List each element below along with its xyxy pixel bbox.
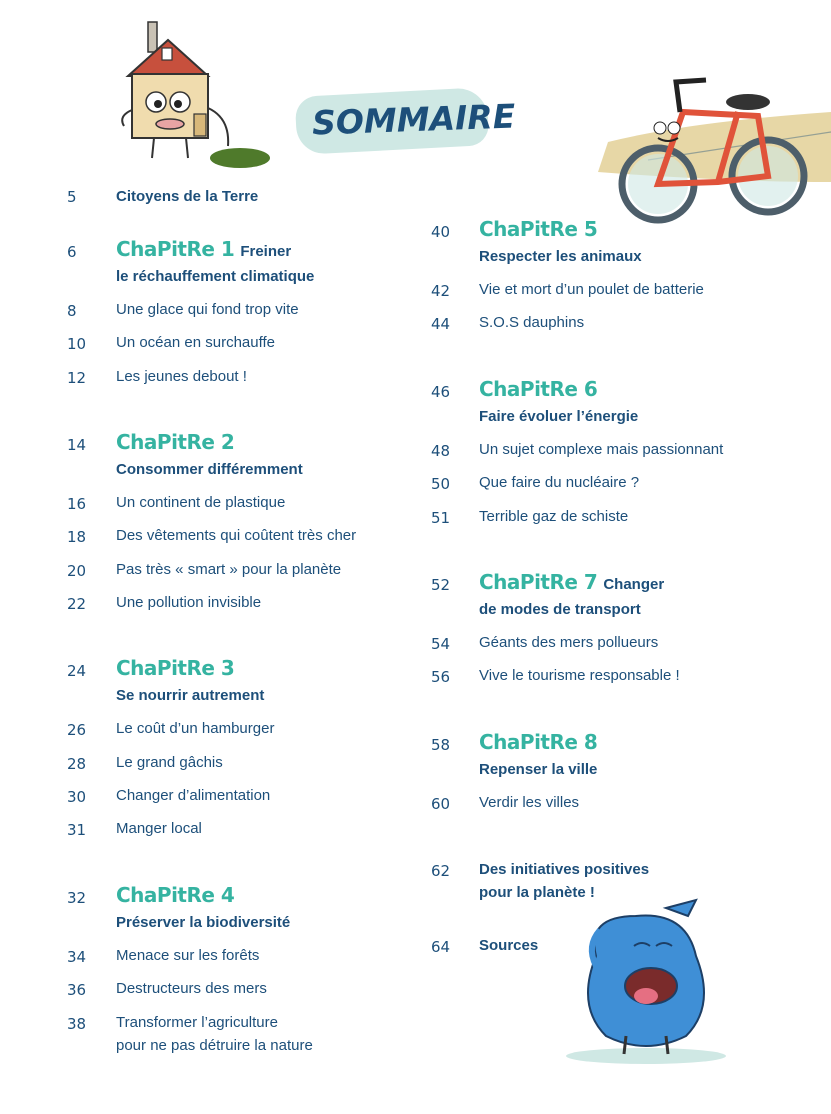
toc-entry: Citoyens de la Terre bbox=[116, 188, 259, 205]
page-number: 31 bbox=[67, 821, 87, 839]
page-number: 30 bbox=[67, 788, 87, 806]
toc-entry: Une glace qui fond trop vite bbox=[116, 301, 299, 318]
chapter-heading bbox=[116, 882, 240, 911]
chapter-heading bbox=[479, 216, 603, 245]
toc-entry: Verdir les villes bbox=[479, 794, 580, 811]
toc-entry: Le grand gâchis bbox=[116, 754, 223, 771]
chapter-label: ChaPitRe 2 bbox=[116, 430, 235, 454]
page-number: 20 bbox=[67, 562, 87, 580]
chapter-label: ChaPitRe 3 bbox=[116, 656, 235, 680]
chapter-subtitle: Faire évoluer l’énergie bbox=[479, 408, 639, 425]
page-number: 32 bbox=[67, 889, 87, 907]
page-number: 58 bbox=[431, 736, 451, 754]
page-number: 46 bbox=[431, 383, 451, 401]
toc-entry: Les jeunes debout ! bbox=[116, 368, 247, 385]
toc-entry: Des initiatives positives bbox=[479, 861, 650, 878]
page-number: 60 bbox=[431, 795, 451, 813]
chapter-label: ChaPitRe 4 bbox=[116, 883, 235, 907]
page-number: 24 bbox=[67, 662, 87, 680]
chapter-label: ChaPitRe 7 bbox=[479, 570, 598, 594]
page-number: 34 bbox=[67, 948, 87, 966]
chapter-heading bbox=[116, 429, 240, 458]
chapter-title: Freiner bbox=[240, 243, 292, 260]
chapter-subtitle: Préserver la biodiversité bbox=[116, 914, 291, 931]
toc-entry: Que faire du nucléaire ? bbox=[479, 474, 640, 491]
chapter-heading bbox=[116, 236, 291, 265]
page-number: 38 bbox=[67, 1015, 87, 1033]
page-number: 48 bbox=[431, 442, 451, 460]
page-number: 12 bbox=[67, 369, 87, 387]
chapter-subtitle: Repenser la ville bbox=[479, 761, 598, 778]
chapter-subtitle: Consommer différemment bbox=[116, 461, 303, 478]
trash-bag-character-illustration bbox=[556, 896, 731, 1066]
page-number: 52 bbox=[431, 576, 451, 594]
toc-entry: Sources bbox=[479, 937, 539, 954]
toc-entry-continued: pour la planète ! bbox=[479, 884, 595, 901]
toc-entry-continued: pour ne pas détruire la nature bbox=[116, 1037, 313, 1054]
page-number: 40 bbox=[431, 223, 451, 241]
toc-entry: Géants des mers pollueurs bbox=[479, 634, 659, 651]
toc-entry: Terrible gaz de schiste bbox=[479, 508, 629, 525]
chapter-subtitle: de modes de transport bbox=[479, 601, 641, 618]
toc-entry: Pas très « smart » pour la planète bbox=[116, 561, 342, 578]
bicycle-character-illustration bbox=[588, 72, 831, 234]
toc-entry: Un continent de plastique bbox=[116, 494, 286, 511]
page-number: 22 bbox=[67, 595, 87, 613]
page-number: 56 bbox=[431, 668, 451, 686]
chapter-label: ChaPitRe 5 bbox=[479, 217, 598, 241]
page-number: 54 bbox=[431, 635, 451, 653]
toc-entry: Changer d’alimentation bbox=[116, 787, 271, 804]
chapter-heading bbox=[116, 655, 240, 684]
toc-entry: Manger local bbox=[116, 820, 202, 837]
page-number: 42 bbox=[431, 282, 451, 300]
page-number: 18 bbox=[67, 528, 87, 546]
page-number: 28 bbox=[67, 755, 87, 773]
toc-entry: Menace sur les forêts bbox=[116, 947, 260, 964]
chapter-subtitle: Respecter les animaux bbox=[479, 248, 642, 265]
page-number: 6 bbox=[67, 243, 77, 261]
chapter-heading bbox=[479, 376, 603, 405]
chapter-subtitle: Se nourrir autrement bbox=[116, 687, 265, 704]
toc-entry: Vie et mort d’un poulet de batterie bbox=[479, 281, 704, 298]
house-character-illustration bbox=[110, 18, 280, 178]
toc-entry: Des vêtements qui coûtent très cher bbox=[116, 527, 357, 544]
page-number: 8 bbox=[67, 302, 77, 320]
page-number: 36 bbox=[67, 981, 87, 999]
chapter-label: ChaPitRe 6 bbox=[479, 377, 598, 401]
page-number: 16 bbox=[67, 495, 87, 513]
page-number: 26 bbox=[67, 721, 87, 739]
toc-entry: Transformer l’agriculture bbox=[116, 1014, 278, 1031]
toc-entry: Le coût d’un hamburger bbox=[116, 720, 275, 737]
chapter-label: ChaPitRe 1 bbox=[116, 237, 235, 261]
page-number: 50 bbox=[431, 475, 451, 493]
toc-entry: S.O.S dauphins bbox=[479, 314, 585, 331]
page-number: 44 bbox=[431, 315, 451, 333]
chapter-heading bbox=[479, 569, 664, 598]
toc-entry: Une pollution invisible bbox=[116, 594, 262, 611]
chapter-title: Changer bbox=[603, 576, 665, 593]
page-number: 64 bbox=[431, 938, 451, 956]
page-title: SOMMAIRE bbox=[311, 96, 516, 143]
page-number: 10 bbox=[67, 335, 87, 353]
chapter-subtitle: le réchauffement climatique bbox=[116, 268, 315, 285]
chapter-label: ChaPitRe 8 bbox=[479, 730, 598, 754]
page-number: 51 bbox=[431, 509, 451, 527]
page-number: 62 bbox=[431, 862, 451, 880]
toc-entry: Destructeurs des mers bbox=[116, 980, 267, 997]
chapter-heading bbox=[479, 729, 603, 758]
page-number: 5 bbox=[67, 188, 77, 206]
toc-entry: Un sujet complexe mais passionnant bbox=[479, 441, 724, 458]
toc-entry: Un océan en surchauffe bbox=[116, 334, 276, 351]
toc-entry: Vive le tourisme responsable ! bbox=[479, 667, 680, 684]
page-number: 14 bbox=[67, 436, 87, 454]
